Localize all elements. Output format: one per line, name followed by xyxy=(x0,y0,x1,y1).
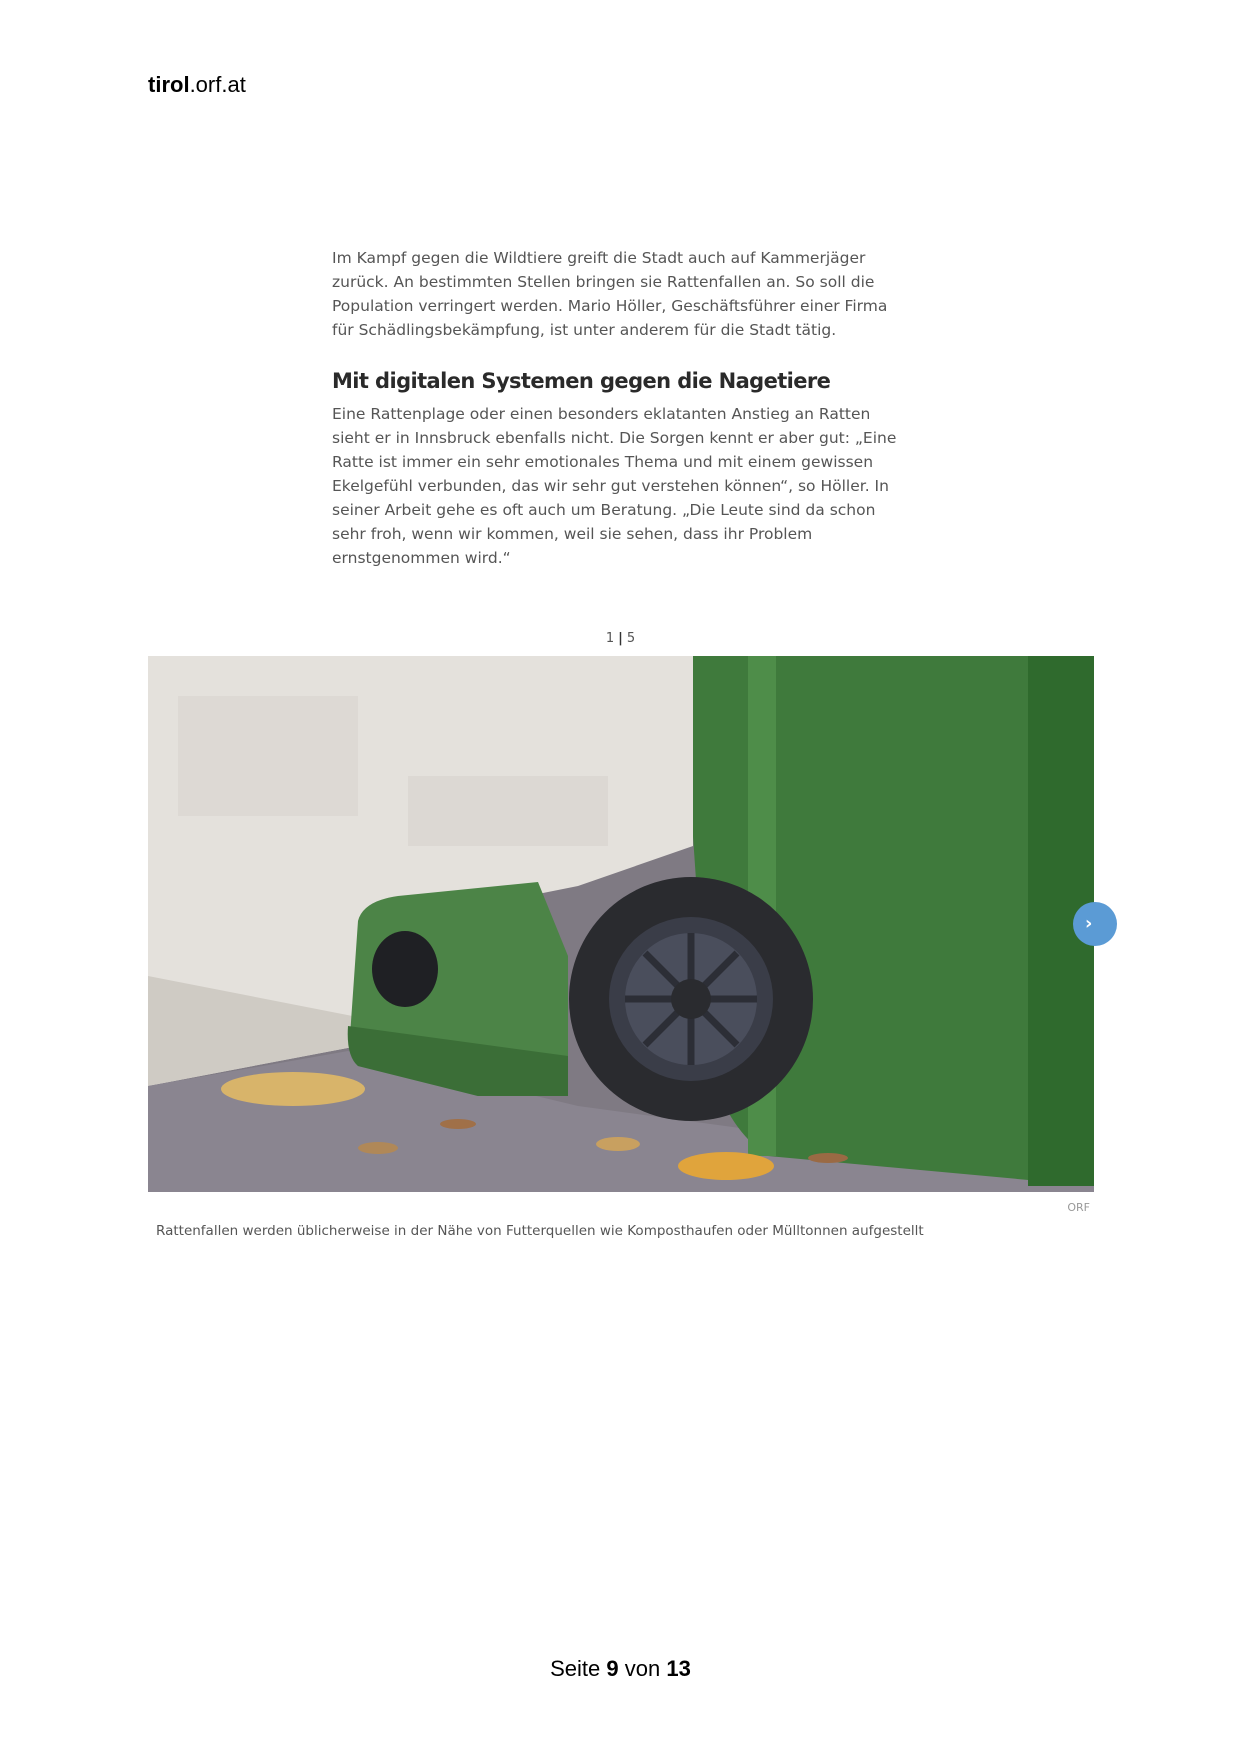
image-credit: ORF xyxy=(1067,1201,1090,1214)
article-paragraph: Eine Rattenplage oder einen besonders eklatanten Anstieg an Ratten sieht er in Innsbruck ebenfalls nicht. Die Sorgen kennt er aber gut: „Eine Ratte ist immer ein sehr emotionales Thema und mit einem gewissen Ekelgefühl verbunden, das wir sehr gut verstehen können“, so Höller. In seiner Arbeit gehe es oft auch um Beratung. „Die Leute sind da schon sehr froh, wenn wir kommen, weil sie sehen, dass ihr Problem ernstgenommen wird.“ xyxy=(332,405,897,567)
gallery-current-index: 1 xyxy=(605,631,615,646)
gallery-next-button[interactable]: › xyxy=(1073,902,1117,946)
gallery-total: 5 xyxy=(626,631,636,646)
rat-trap-photo xyxy=(148,656,1094,1192)
gallery-counter-separator: | xyxy=(618,631,623,646)
page-number xyxy=(0,1656,1241,1682)
page-number-total: 13 xyxy=(666,1656,691,1681)
image-caption: Rattenfallen werden üblicherweise in der Nähe von Futterquellen wie Komposthaufen oder Mülltonnen aufgestellt xyxy=(156,1223,924,1239)
page-number-middle: von xyxy=(624,1656,661,1681)
article-paragraph: Im Kampf gegen die Wildtiere greift die Stadt auch auf Kammerjäger zurück. An bestimmten Stellen bringen sie Rattenfallen an. So soll die Population verringert werden. Mario Höller, Geschäftsführer einer Firma für Schädlingsbekämpfung, ist unter anderem für die Stadt tätig. xyxy=(332,249,888,339)
site-name-domain: .orf.at xyxy=(189,72,246,97)
page-number-current: 9 xyxy=(606,1656,619,1681)
site-name-bold: tirol xyxy=(148,72,190,97)
gallery-image[interactable] xyxy=(148,656,1094,1192)
site-name xyxy=(148,72,246,98)
gallery-counter xyxy=(0,631,1241,646)
article-subheading: Mit digitalen Systemen gegen die Nagetiere xyxy=(332,369,831,393)
article-body xyxy=(332,246,904,570)
page-number-prefix: Seite xyxy=(550,1656,601,1681)
